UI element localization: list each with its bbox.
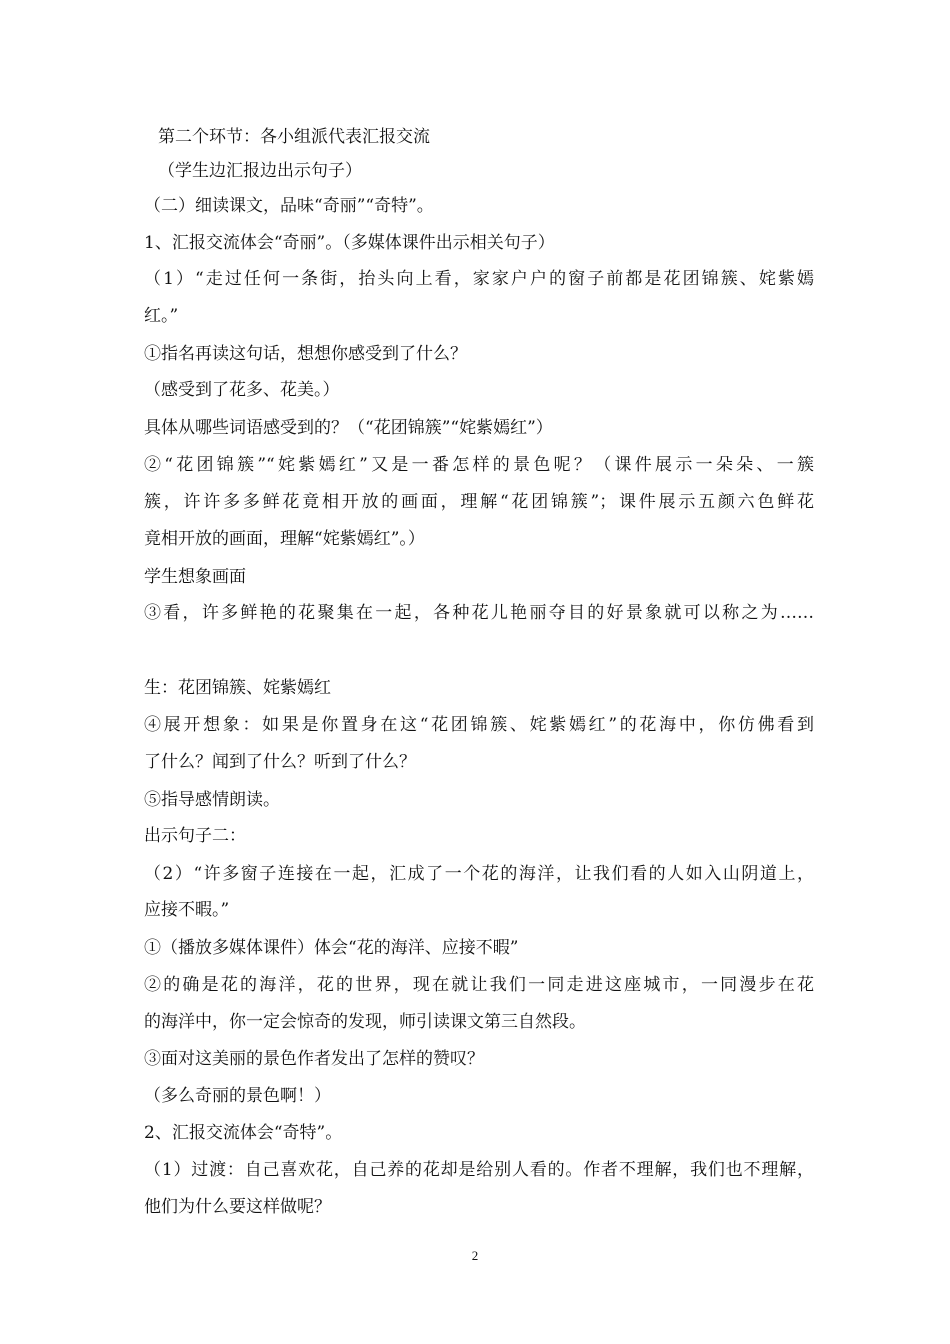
text-line: 了什么？闻到了什么？听到了什么？ — [144, 752, 416, 772]
text-line: 具体从哪些词语感受到的？（“花团锦簇”“姹紫嫣红”） — [144, 418, 553, 438]
text-line: ④展开想象：如果是你置身在这“花团锦簇、姹紫嫣红”的花海中，你仿佛看到 — [144, 715, 814, 735]
text-line: 红。” — [144, 306, 179, 326]
text-line: ②“花团锦簇”“姹紫嫣红”又是一番怎样的景色呢？（课件展示一朵朵、一簇 — [144, 455, 814, 475]
text-line: ③看，许多鲜艳的花聚集在一起，各种花儿艳丽夺目的好景象就可以称之为…… — [144, 603, 814, 623]
text-line: 出示句子二： — [144, 826, 246, 846]
text-line: （2）“许多窗子连接在一起，汇成了一个花的海洋，让我们看的人如入山阴道上， — [144, 864, 814, 884]
text-line: （1）过渡：自己喜欢花，自己养的花却是给别人看的。作者不理解，我们也不理解， — [144, 1160, 814, 1180]
text-line: ①指名再读这句话，想想你感受到了什么？ — [144, 344, 467, 364]
text-line: ①（播放多媒体课件）体会“花的海洋、应接不暇” — [144, 938, 519, 958]
text-line: 第二个环节：各小组派代表汇报交流 — [158, 127, 430, 147]
text-line: 生：花团锦簇、姹紫嫣红 — [144, 678, 331, 698]
text-line: 他们为什么要这样做呢？ — [144, 1197, 331, 1217]
text-line: 学生想象画面 — [144, 567, 246, 587]
page-number: 2 — [471, 1248, 479, 1263]
text-line: 2、汇报交流体会“奇特”。 — [144, 1123, 343, 1143]
text-line: （感受到了花多、花美。） — [144, 380, 340, 400]
text-line: ③面对这美丽的景色作者发出了怎样的赞叹？ — [144, 1049, 484, 1069]
text-line: （二）细读课文，品味“奇丽”“奇特”。 — [144, 196, 434, 216]
text-line: 簇，许许多多鲜花竟相开放的画面，理解“花团锦簇”；课件展示五颜六色鲜花 — [144, 492, 814, 512]
text-line: （1）“走过任何一条街，抬头向上看，家家户户的窗子前都是花团锦簇、姹紫嫣 — [144, 269, 814, 289]
text-line: 应接不暇。” — [144, 900, 230, 920]
text-line: （多么奇丽的景色啊！） — [144, 1086, 331, 1106]
text-line: （学生边汇报边出示句子） — [158, 161, 362, 181]
text-line: 1、汇报交流体会“奇丽”。（多媒体课件出示相关句子） — [144, 233, 555, 253]
text-line: 竟相开放的画面，理解“姹紫嫣红”。） — [144, 529, 425, 549]
text-line: ②的确是花的海洋，花的世界，现在就让我们一同走进这座城市，一同漫步在花 — [144, 975, 814, 995]
text-line: ⑤指导感情朗读。 — [144, 790, 280, 810]
text-line: 的海洋中，你一定会惊奇的发现，师引读课文第三自然段。 — [144, 1012, 586, 1032]
